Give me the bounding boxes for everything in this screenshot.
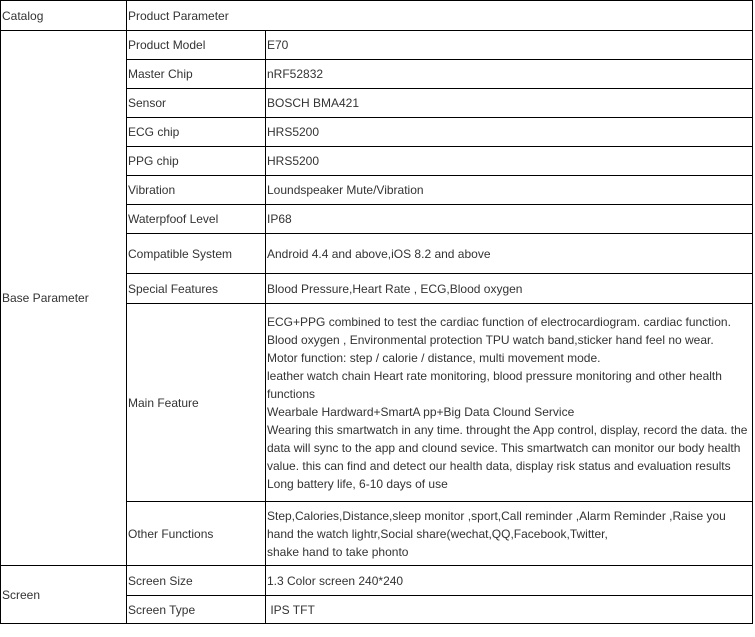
catalog-header: Catalog xyxy=(1,1,127,31)
feature-line: Blood oxygen , Environmental protection TPU watch band,sticker hand feel no wear. xyxy=(267,332,714,347)
param-value: nRF52832 xyxy=(266,60,753,89)
param-value: Android 4.4 and above,iOS 8.2 and above xyxy=(266,234,753,274)
param-name: Screen Type xyxy=(127,596,266,624)
param-value: IPS TFT xyxy=(266,596,753,624)
param-name: Screen Size xyxy=(127,566,266,596)
function-line: shake hand to take phonto xyxy=(267,544,409,559)
param-name: ECG chip xyxy=(127,118,266,147)
param-name: Vibration xyxy=(127,176,266,205)
param-value: BOSCH BMA421 xyxy=(266,89,753,118)
main-feature-text xyxy=(266,304,753,502)
param-name: Sensor xyxy=(127,89,266,118)
param-name: Waterpfoof Level xyxy=(127,205,266,234)
table-row xyxy=(1,31,753,60)
base-parameter-label: Base Parameter xyxy=(1,31,127,566)
feature-line: Wearing this smartwatch in any time. throught the App control, display, record the data. the data will sync to the app and clound sevice. This smartwatch can monitor our body health value. this can find and detect our health data, display risk status and evaluation results xyxy=(267,422,748,473)
feature-line: Motor function: step / calorie / distance, multi movement mode. xyxy=(267,350,601,365)
function-line: Step,Calories,Distance,sleep monitor ,sport,Call reminder ,Alarm Reminder ,Raise you hand the watch lightr,Social share(wechat,QQ,Facebook,Twitter, xyxy=(267,508,726,541)
feature-line: Long battery life, 6-10 days of use xyxy=(267,476,448,491)
param-name: PPG chip xyxy=(127,147,266,176)
other-functions-text xyxy=(266,502,753,566)
param-value: 1.3 Color screen 240*240 xyxy=(266,566,753,596)
param-name: Special Features xyxy=(127,274,266,304)
param-name: Product Model xyxy=(127,31,266,60)
header-row xyxy=(1,1,753,31)
param-value: Blood Pressure,Heart Rate , ECG,Blood oxygen xyxy=(266,274,753,304)
product-parameter-header: Product Parameter xyxy=(127,1,753,31)
screen-label: Screen xyxy=(1,566,127,624)
param-value: Loundspeaker Mute/Vibration xyxy=(266,176,753,205)
param-name: Compatible System xyxy=(127,234,266,274)
param-value: IP68 xyxy=(266,205,753,234)
param-value: HRS5200 xyxy=(266,147,753,176)
feature-line: Wearbale Hardward+SmartA pp+Big Data Clound Service xyxy=(267,404,575,419)
other-functions-label: Other Functions xyxy=(127,502,266,566)
param-value: HRS5200 xyxy=(266,118,753,147)
param-name: Master Chip xyxy=(127,60,266,89)
table-row xyxy=(1,566,753,596)
param-value: E70 xyxy=(266,31,753,60)
feature-line: leather watch chain Heart rate monitoring, blood pressure monitoring and other health functions xyxy=(267,368,722,401)
main-feature-label: Main Feature xyxy=(127,304,266,502)
feature-line: ECG+PPG combined to test the cardiac function of electrocardiogram. cardiac function. xyxy=(267,314,731,329)
